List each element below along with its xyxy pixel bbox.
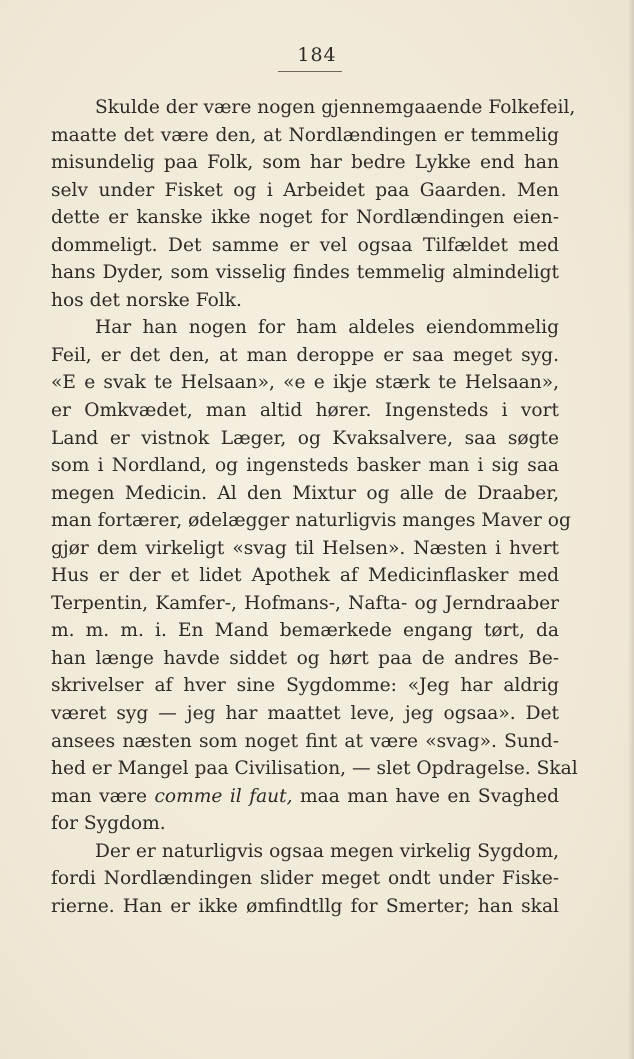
- text-line: selv under Fisket og i Arbeidet paa Gaarden. Men: [51, 179, 559, 201]
- text-line: Terpentin, Kamfer-, Hofmans-, Nafta- og Jerndraaber: [51, 592, 559, 614]
- text-line: Land er vistnok Læger, og Kvaksalvere, saa søgte: [51, 427, 559, 449]
- text-line: man fortærer, ødelægger naturligvis manges Maver og: [51, 510, 571, 532]
- text-segment: maa man have en Svaghed: [299, 785, 559, 807]
- text-line: som i Nordland, og ingensteds basker man i sig saa: [51, 455, 559, 477]
- text-line: megen Medicin. Al den Mixtur og alle de Draaber,: [51, 482, 559, 504]
- text-line: gjør dem virkeligt «svag til Helsen». Næsten i hvert: [51, 537, 559, 559]
- text-line-with-italic: [51, 783, 559, 811]
- text-line: Feil, er det den, at man deroppe er saa meget syg.: [51, 344, 559, 366]
- text-segment: man være: [51, 785, 148, 807]
- text-line: Har han nogen for ham aldeles eiendommelig: [95, 317, 559, 339]
- text-line: dommeligt. Det samme er vel ogsaa Tilfældet med: [51, 234, 559, 256]
- text-line: været syg — jeg har maattet leve, jeg ogsaa». Det: [51, 703, 559, 725]
- text-line: maatte det være den, at Nordlændingen er temmelig: [51, 124, 559, 146]
- text-line: for Sygdom.: [51, 813, 166, 835]
- text-line: m. m. m. i. En Mand bemærkede engang tørt, da: [51, 620, 559, 642]
- text-line: «E e svak te Helsaan», «e e ikje stærk te Helsaan»,: [51, 372, 559, 394]
- text-line: Der er naturligvis ogsaa megen virkelig Sygdom,: [95, 840, 559, 862]
- text-line: hed er Mangel paa Civilisation, — slet Opdragelse. Skal: [51, 758, 578, 780]
- text-line: misundelig paa Folk, som har bedre Lykke end han: [51, 152, 559, 174]
- text-line: hos det norske Folk.: [51, 289, 242, 311]
- text-line: er Omkvædet, man altid hører. Ingensteds i vort: [51, 400, 559, 422]
- text-line: ansees næsten som noget fint at være «svag». Sund-: [51, 730, 559, 752]
- page-edge-shadow: [628, 0, 634, 1059]
- text-line: Hus er der et lidet Apothek af Medicinflasker med: [51, 565, 559, 587]
- italic-phrase: comme il faut,: [154, 785, 293, 807]
- page-number: 184: [297, 44, 337, 66]
- text-line: han længe havde siddet og hørt paa de andres Be-: [51, 647, 559, 669]
- page-number-rule: [278, 71, 342, 72]
- text-line: rierne. Han er ikke ømfindtllg for Smerter; han skal: [51, 895, 559, 917]
- body-text: [51, 94, 578, 920]
- text-line: fordi Nordlændingen slider meget ondt under Fiske-: [51, 868, 559, 890]
- text-line: hans Dyder, som visselig findes temmelig almindeligt: [51, 262, 559, 284]
- text-line: dette er kanske ikke noget for Nordlændingen eien-: [51, 207, 559, 229]
- text-line: Skulde der være nogen gjennemgaaende Folkefeil,: [95, 97, 576, 118]
- text-line: skrivelser af hver sine Sygdomme: «Jeg har aldrig: [51, 675, 559, 697]
